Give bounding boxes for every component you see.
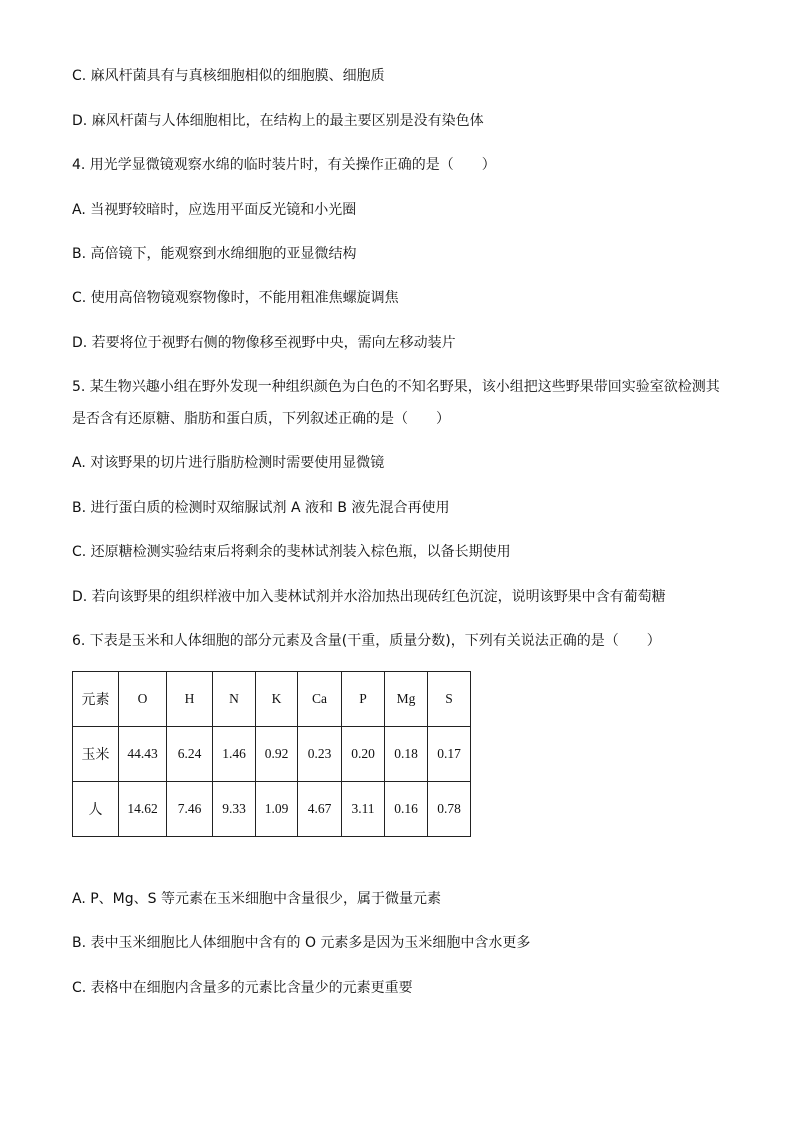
table-cell: 4.67: [298, 782, 342, 837]
table-cell: 0.17: [428, 727, 471, 782]
question-6: 6. 下表是玉米和人体细胞的部分元素及含量(干重，质量分数)，下列有关说法正确的是（ ）: [72, 633, 661, 649]
line-b-option-q4: B. 高倍镜下，能观察到水绵细胞的亚显微结构: [72, 246, 357, 262]
table-cell: 1.09: [256, 782, 298, 837]
table-cell: 玉米: [73, 727, 119, 782]
table-row: [73, 782, 471, 837]
line-c-option-q5: C. 还原糖检测实验结束后将剩余的斐林试剂装入棕色瓶，以备长期使用: [72, 544, 511, 560]
table-cell: P: [342, 672, 385, 727]
question-5-continued: 是否含有还原糖、脂肪和蛋白质，下列叙述正确的是（ ）: [72, 411, 450, 427]
line-a-option-q4: A. 当视野较暗时，应选用平面反光镜和小光圈: [72, 202, 357, 218]
element-content-table: [72, 671, 471, 837]
table-cell: Ca: [298, 672, 342, 727]
table-row: [73, 727, 471, 782]
table-cell: K: [256, 672, 298, 727]
line-c-option-q4: C. 使用高倍物镜观察物像时，不能用粗准焦螺旋调焦: [72, 290, 399, 306]
table-cell: 0.18: [385, 727, 428, 782]
table-cell: 0.92: [256, 727, 298, 782]
table-cell: H: [167, 672, 213, 727]
question-5: 5. 某生物兴趣小组在野外发现一种组织颜色为白色的不知名野果，该小组把这些野果带回实验室欲检测其: [72, 379, 720, 395]
line-c-option-q3: C. 麻风杆菌具有与真核细胞相似的细胞膜、细胞质: [72, 68, 385, 84]
table-cell: 0.78: [428, 782, 471, 837]
line-a-option-q5: A. 对该野果的切片进行脂肪检测时需要使用显微镜: [72, 455, 385, 471]
table-cell: 人: [73, 782, 119, 837]
table-cell: 0.16: [385, 782, 428, 837]
table-cell: 14.62: [119, 782, 167, 837]
line-a-option-q6: A. P、Mg、S 等元素在玉米细胞中含量很少，属于微量元素: [72, 891, 441, 907]
table-cell: 1.46: [213, 727, 256, 782]
table-cell: 0.20: [342, 727, 385, 782]
line-b-option-q5: B. 进行蛋白质的检测时双缩脲试剂 A 液和 B 液先混合再使用: [72, 500, 450, 516]
table-cell: 6.24: [167, 727, 213, 782]
line-d-option-q3: D. 麻风杆菌与人体细胞相比，在结构上的最主要区别是没有染色体: [72, 113, 484, 129]
question-4: 4. 用光学显微镜观察水绵的临时装片时，有关操作正确的是（ ）: [72, 157, 496, 173]
table-cell: 元素: [73, 672, 119, 727]
table-header-row: [73, 672, 471, 727]
table-cell: 3.11: [342, 782, 385, 837]
line-b-option-q6: B. 表中玉米细胞比人体细胞中含有的 O 元素多是因为玉米细胞中含水更多: [72, 935, 531, 951]
table-cell: 44.43: [119, 727, 167, 782]
table-cell: Mg: [385, 672, 428, 727]
line-d-option-q5: D. 若向该野果的组织样液中加入斐林试剂并水浴加热出现砖红色沉淀，说明该野果中含有葡萄糖: [72, 589, 666, 605]
table-cell: S: [428, 672, 471, 727]
table-cell: N: [213, 672, 256, 727]
table-cell: 9.33: [213, 782, 256, 837]
table-cell: O: [119, 672, 167, 727]
table-cell: 7.46: [167, 782, 213, 837]
line-d-option-q4: D. 若要将位于视野右侧的物像移至视野中央，需向左移动装片: [72, 335, 456, 351]
line-c-option-q6: C. 表格中在细胞内含量多的元素比含量少的元素更重要: [72, 980, 413, 996]
table-cell: 0.23: [298, 727, 342, 782]
